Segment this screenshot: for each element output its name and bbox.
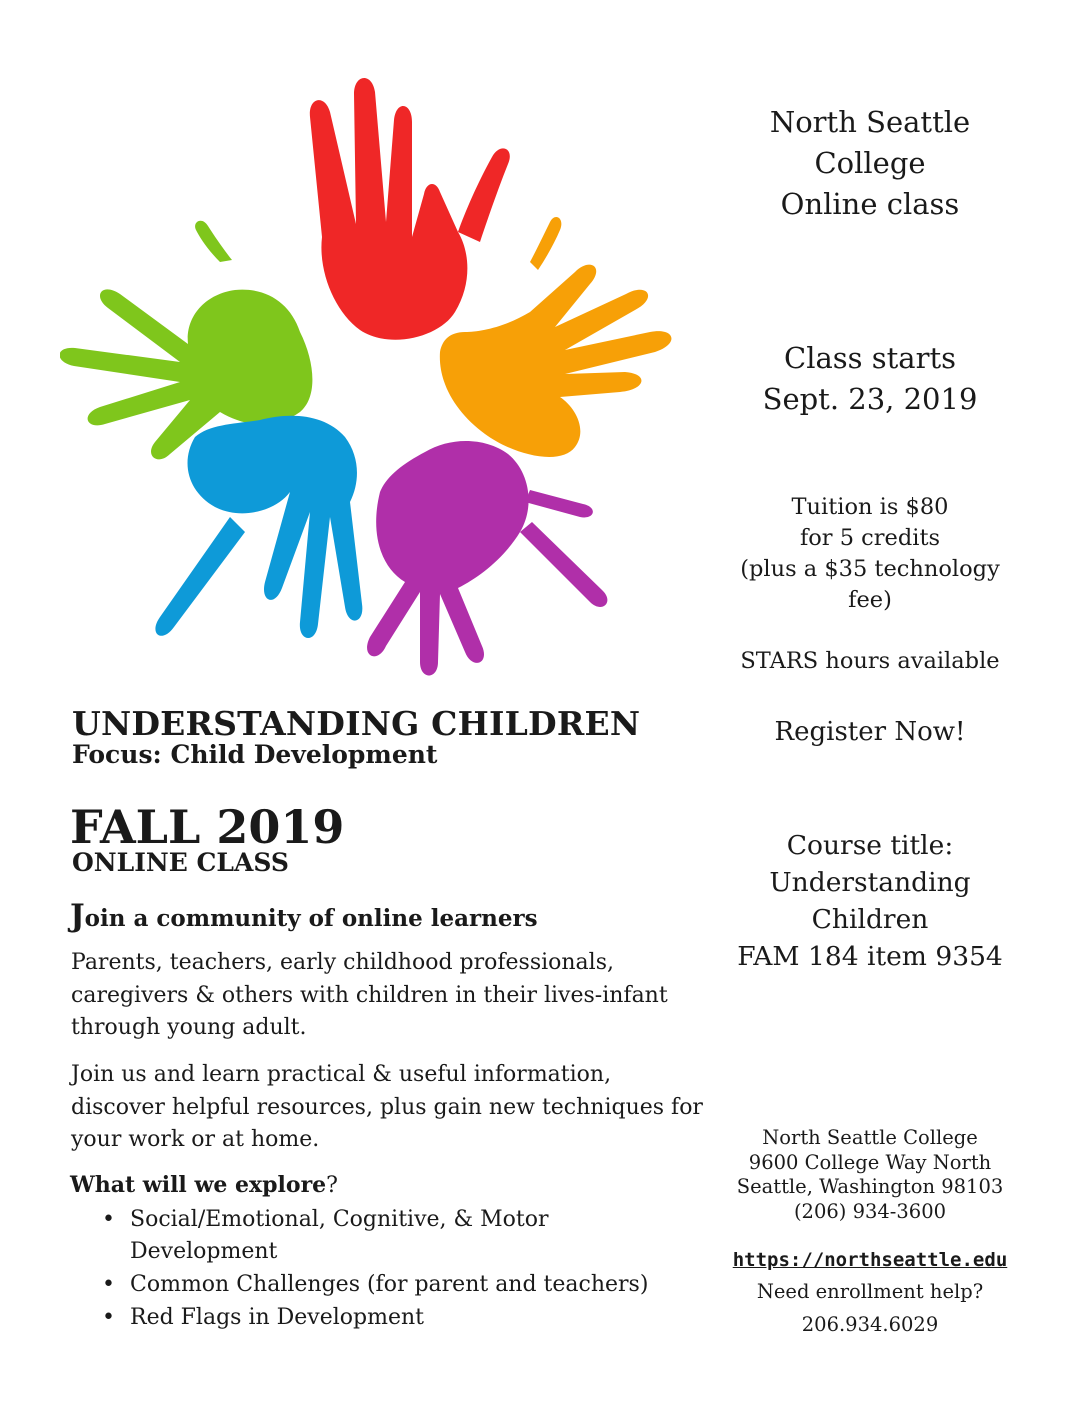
explore-heading-mark: ? (326, 1173, 338, 1198)
college-line: College (814, 146, 926, 180)
college-line: North Seattle (769, 105, 971, 139)
topics-list (100, 1204, 700, 1335)
tuition-line: for 5 credits (799, 525, 941, 551)
address-block (730, 1126, 1010, 1224)
blue-handprint (155, 416, 362, 638)
course-line: Understanding (769, 867, 971, 898)
course-focus: Focus: Child Development (72, 740, 438, 769)
red-handprint (310, 78, 510, 340)
college-block (730, 102, 1010, 225)
term-heading: FALL 2019 (70, 800, 345, 854)
address-line: (206) 934-3600 (793, 1199, 947, 1223)
purple-handprint (367, 441, 607, 676)
orange-handprint (440, 217, 672, 457)
list-item-text: Social/Emotional, Cognitive, & Motor Development (130, 1207, 549, 1264)
tuition-line: Tuition is $80 (791, 494, 949, 520)
course-info-block (730, 827, 1010, 975)
explore-heading (70, 1172, 338, 1198)
stars-hours: STARS hours available (740, 648, 1000, 674)
course-line: FAM 184 item 9354 (737, 941, 1003, 972)
register-now: Register Now! (774, 717, 966, 747)
tuition-line: (plus a $35 technology (740, 556, 1000, 582)
college-line: Online class (780, 187, 960, 221)
format-heading: ONLINE CLASS (72, 848, 289, 877)
community-heading-initial: J (70, 898, 85, 934)
enrollment-phone: 206.934.6029 (801, 1313, 939, 1336)
start-line: Sept. 23, 2019 (762, 382, 978, 416)
enrollment-help: Need enrollment help? (756, 1280, 984, 1303)
course-line: Course title: (786, 830, 954, 861)
community-heading (70, 898, 538, 934)
start-date-block (730, 338, 1010, 420)
start-line: Class starts (784, 341, 956, 375)
list-item (100, 1302, 700, 1334)
tuition-block (730, 492, 1010, 616)
address-line: 9600 College Way North (748, 1150, 992, 1174)
tuition-line: fee) (848, 587, 892, 613)
address-line: Seattle, Washington 98103 (736, 1175, 1004, 1198)
course-title: UNDERSTANDING CHILDREN (72, 704, 641, 743)
community-heading-text: oin a community of online learners (84, 905, 538, 932)
address-line: North Seattle College (762, 1126, 978, 1149)
bullet-icon: • (102, 1272, 115, 1297)
colorful-handprints-icon (60, 62, 710, 692)
list-item (100, 1269, 700, 1301)
explore-heading-text: What will we explore (70, 1172, 327, 1198)
bullet-icon: • (102, 1207, 115, 1232)
list-item-text: Red Flags in Development (130, 1305, 425, 1330)
bullet-icon: • (102, 1305, 115, 1330)
audience-paragraph: Parents, teachers, early childhood professionals, caregivers & others with children in their lives-infant through young adult. (71, 950, 668, 1040)
website-link[interactable]: https://northseattle.edu (732, 1249, 1008, 1271)
list-item (100, 1204, 700, 1268)
list-item-text: Common Challenges (for parent and teachers) (130, 1272, 649, 1297)
benefits-paragraph: Join us and learn practical & useful information, discover helpful resources, plus gain new techniques for your work or at home. (71, 1062, 703, 1152)
course-line: Children (811, 904, 929, 935)
